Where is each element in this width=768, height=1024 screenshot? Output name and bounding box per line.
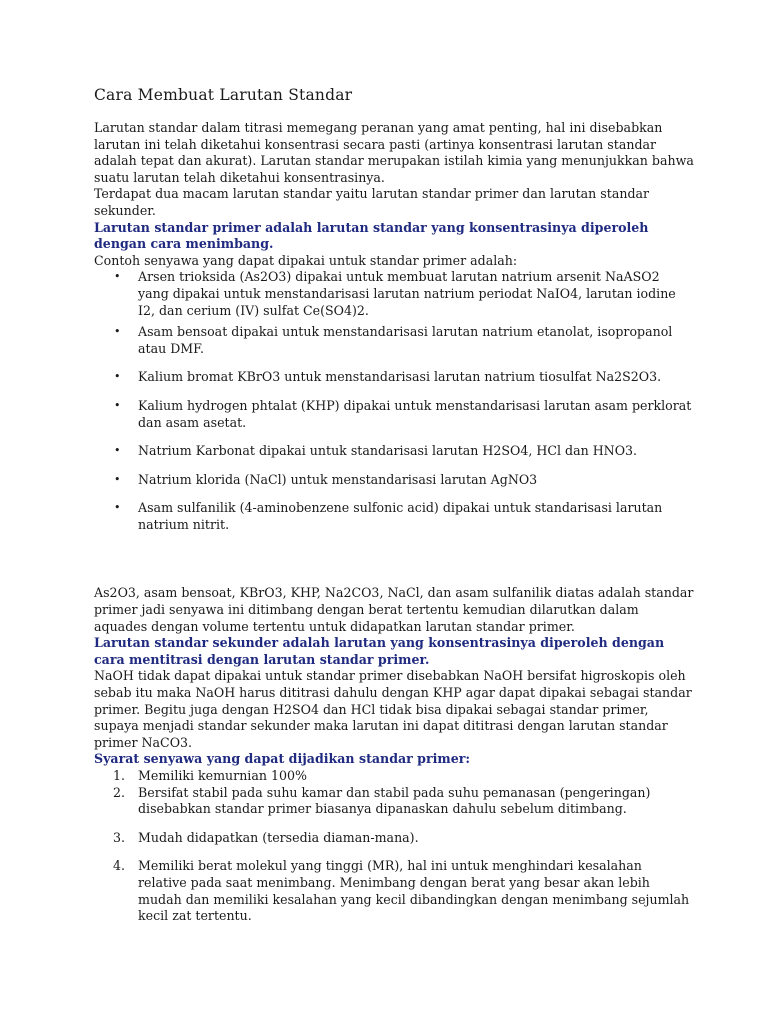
list-item: • Asam bensoat dipakai untuk menstandarisasi larutan natrium etanolat, isopropanol atau DMF.: [94, 324, 694, 357]
syarat-heading: Syarat senyawa yang dapat dijadikan standar primer:: [94, 751, 471, 767]
list-number: 2.: [113, 784, 126, 800]
list-item: • Asam sulfanilik (4-aminobenzene sulfonic acid) dipakai untuk standarisasi larutan natrium nitrit.: [94, 500, 694, 533]
list-number: 4.: [113, 858, 126, 874]
primer-heading: Larutan standar primer adalah larutan standar yang konsentrasinya diperoleh dengan cara menimbang.: [94, 219, 649, 252]
list-item: [94, 830, 694, 847]
list-item: • Kalium bromat KBrO3 untuk menstandarisasi larutan natrium tiosulfat Na2S2O3.: [94, 369, 694, 386]
sekunder-heading: Larutan standar sekunder adalah larutan yang konsentrasinya diperoleh dengan cara mentitrasi dengan larutan standar primer.: [94, 635, 665, 667]
syarat-list: [94, 768, 694, 925]
list-item: [94, 858, 694, 924]
list-number: 3.: [113, 829, 126, 845]
list-item-text: Memiliki kemurnian 100%: [138, 768, 307, 783]
list-item: • Kalium hydrogen phtalat (KHP) dipakai untuk menstandarisasi larutan asam perklorat dan asam asetat.: [94, 398, 694, 431]
primer-summary: As2O3, asam bensoat, KBrO3, KHP, Na2CO3, NaCl, dan asam sulfanilik diatas adalah standar primer jadi senyawa ini ditimbang dengan berat tertentu kemudian dilarutkan dalam aquades dengan volume tertentu untuk didapatkan larutan standar primer.: [94, 585, 694, 634]
list-item: [94, 785, 694, 818]
list-number: 1.: [113, 768, 126, 783]
intro-paragraph: Larutan standar dalam titrasi memegang peranan yang amat penting, hal ini disebabkan larutan ini telah diketahui konsentrasi secara pasti (artinya konsentrasi larutan standar adalah tepat dan akurat). Larutan standar merupakan istilah kimia yang menunjukkan bahwa suatu larutan telah diketahui konsentrasinya.: [94, 120, 694, 185]
document-body: [94, 120, 694, 925]
primer-examples-list: [94, 269, 694, 533]
spacer: [94, 533, 694, 585]
intro-paragraph: Terdapat dua macam larutan standar yaitu larutan standar primer dan larutan standar sekunder.: [94, 186, 650, 218]
sekunder-paragraph: NaOH tidak dapat dipakai untuk standar primer disebabkan NaOH bersifat higroskopis oleh sebab itu maka NaOH harus dititrasi dahulu dengan KHP agar dapat dipakai sebagai standar primer. Begitu juga dengan H2SO4 dan HCl tidak bisa dipakai sebagai standar primer, supaya menjadi standar sekunder maka larutan ini dapat dititrasi dengan larutan standar primer NaCO3.: [94, 668, 692, 750]
list-item: [94, 768, 694, 785]
list-item-text: Bersifat stabil pada suhu kamar dan stabil pada suhu pemanasan (pengeringan) disebabkan standar primer biasanya dipanaskan dahulu sebelum ditimbang.: [138, 784, 651, 817]
list-item: • Natrium Karbonat dipakai untuk standarisasi larutan H2SO4, HCl dan HNO3.: [94, 443, 694, 460]
list-item-text: Mudah didapatkan (tersedia diaman-mana).: [138, 829, 419, 845]
contoh-intro: Contoh senyawa yang dapat dipakai untuk standar primer adalah:: [94, 252, 518, 268]
list-item: • Arsen trioksida (As2O3) dipakai untuk membuat larutan natrium arsenit NaASO2 yang dipakai untuk menstandarisasi larutan natrium periodat NaIO4, larutan iodine I2, dan cerium (IV) sulfat Ce(SO4)2.: [94, 269, 694, 319]
list-item: • Natrium klorida (NaCl) untuk menstandarisasi larutan AgNO3: [94, 472, 694, 489]
list-item-text: Memiliki berat molekul yang tinggi (MR), hal ini untuk menghindari kesalahan relative pada saat menimbang. Menimbang dengan berat yang besar akan lebih mudah dan memiliki kesalahan yang kecil dibandingkan dengan menimbang sejumlah kecil zat tertentu.: [138, 858, 690, 924]
page-title: Cara Membuat Larutan Standar: [94, 86, 353, 104]
